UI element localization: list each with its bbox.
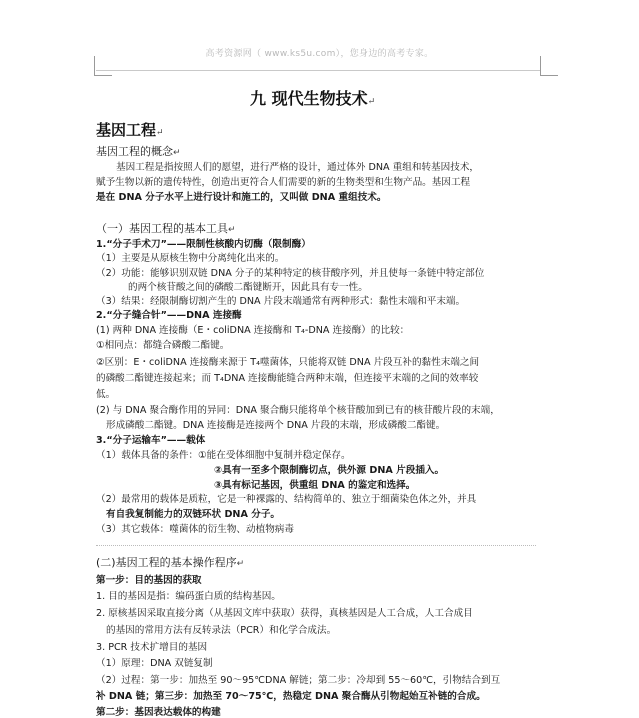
tools-line: （2）功能：能够识别双链 DNA 分子的某种特定的核苷酸序列，并且使每一条链中特定部位 [96,268,485,279]
steps-line: （1）原理：DNA 双链复制 [96,658,213,669]
tools-line: 低。 [96,389,116,400]
tools-line: 3.“分子运输车”——载体 [96,435,206,446]
steps-line: 补 DNA 链；第三步：加热至 70～75℃，热稳定 DNA 聚合酶从引物起始互补链的合成。 [96,691,486,702]
page-title: 九 现代生物技术↵ [250,89,376,108]
concept-line: 基因工程是指按照人们的愿望，进行严格的设计，通过体外 DNA 重组和转基因技术， [116,162,480,173]
tools-line: 形成磷酸二酯键。DNA 连接酶是连接两个 DNA 片段的末端，形成磷酸二酯键。 [106,420,446,431]
steps-heading: (二)基因工程的基本操作程序↵ [96,556,245,569]
tools-line: (2) 与 DNA 聚合酶作用的异同：DNA 聚合酶只能将单个核苷酸加到已有的核苷酸片段的末端， [96,405,500,416]
header-rule [96,70,541,71]
tools-line: ②具有一至多个限制酶切点，供外源 DNA 片段插入。 [214,465,445,476]
concept-line: 是在 DNA 分子水平上进行设计和施工的，又叫做 DNA 重组技术。 [96,192,387,203]
steps-line: 的基因的常用方法有反转录法（PCR）和化学合成法。 [106,625,337,636]
section-divider [96,545,536,546]
steps-line: 第一步：目的基因的获取 [96,575,202,586]
tools-line: 的两个核苷酸之间的磷酸二酯键断开，因此具有专一性。 [128,282,368,293]
concept-heading: 基因工程的概念↵ [96,145,181,158]
section-heading: 基因工程↵ [96,121,164,139]
steps-line: （2）过程：第一步：加热至 90～95℃DNA 解链；第二步：冷却到 55～60℃，引物结合到互 [96,675,501,686]
tools-line: ②区别：E・coliDNA 连接酶来源于 T₄噬菌体，只能将双链 DNA 片段互补的黏性末端之间 [96,357,480,368]
steps-line: 2. 原核基因采取直接分离（从基因文库中获取）获得，真核基因是人工合成，人工合成目 [96,608,473,619]
tools-heading: （一）基因工程的基本工具↵ [96,222,236,235]
tools-line: ③具有标记基因，供重组 DNA 的鉴定和选择。 [214,480,416,491]
tools-line: 有自我复制能力的双链环状 DNA 分子。 [106,509,281,520]
tools-line: (1) 两种 DNA 连接酶（E・coliDNA 连接酶和 T₄-DNA 连接酶）的比较： [96,325,410,336]
tools-line: （2）最常用的载体是质粒，它是一种裸露的、结构简单的、独立于细菌染色体之外，并具 [96,494,477,505]
tools-line: （1）主要是从原核生物中分离纯化出来的。 [96,253,285,264]
crop-mark-left [94,62,112,76]
steps-line: 3. PCR 技术扩增目的基因 [96,642,208,653]
tools-line: 的磷酸二酯键连接起来；而 T₄DNA 连接酶能缝合两种末端，但连接平末端的之间的效率较 [96,373,479,384]
tools-line: 2.“分子缝合针”——DNA 连接酶 [96,310,242,321]
tools-line: 1.“分子手术刀”——限制性核酸内切酶（限制酶） [96,239,311,250]
steps-line: 第二步：基因表达载体的构建 [96,707,221,718]
steps-line: 1. 目的基因是指：编码蛋白质的结构基因。 [96,591,281,602]
concept-line: 赋予生物以新的遗传特性，创造出更符合人们需要的新的生物类型和生物产品。基因工程 [96,177,471,188]
crop-mark-right [540,62,558,76]
tools-line: （3）其它载体：噬菌体的衍生物、动植物病毒 [96,524,294,535]
tools-line: （1）载体具备的条件：①能在受体细胞中复制并稳定保存。 [96,450,351,461]
header-watermark: 高考资源网（ www.ks5u.com），您身边的高考专家。 [205,49,434,59]
tools-line: （3）结果：经限制酶切割产生的 DNA 片段末端通常有两种形式：黏性末端和平末端。 [96,296,466,307]
tools-line: ①相同点：都缝合磷酸二酯键。 [96,340,230,351]
